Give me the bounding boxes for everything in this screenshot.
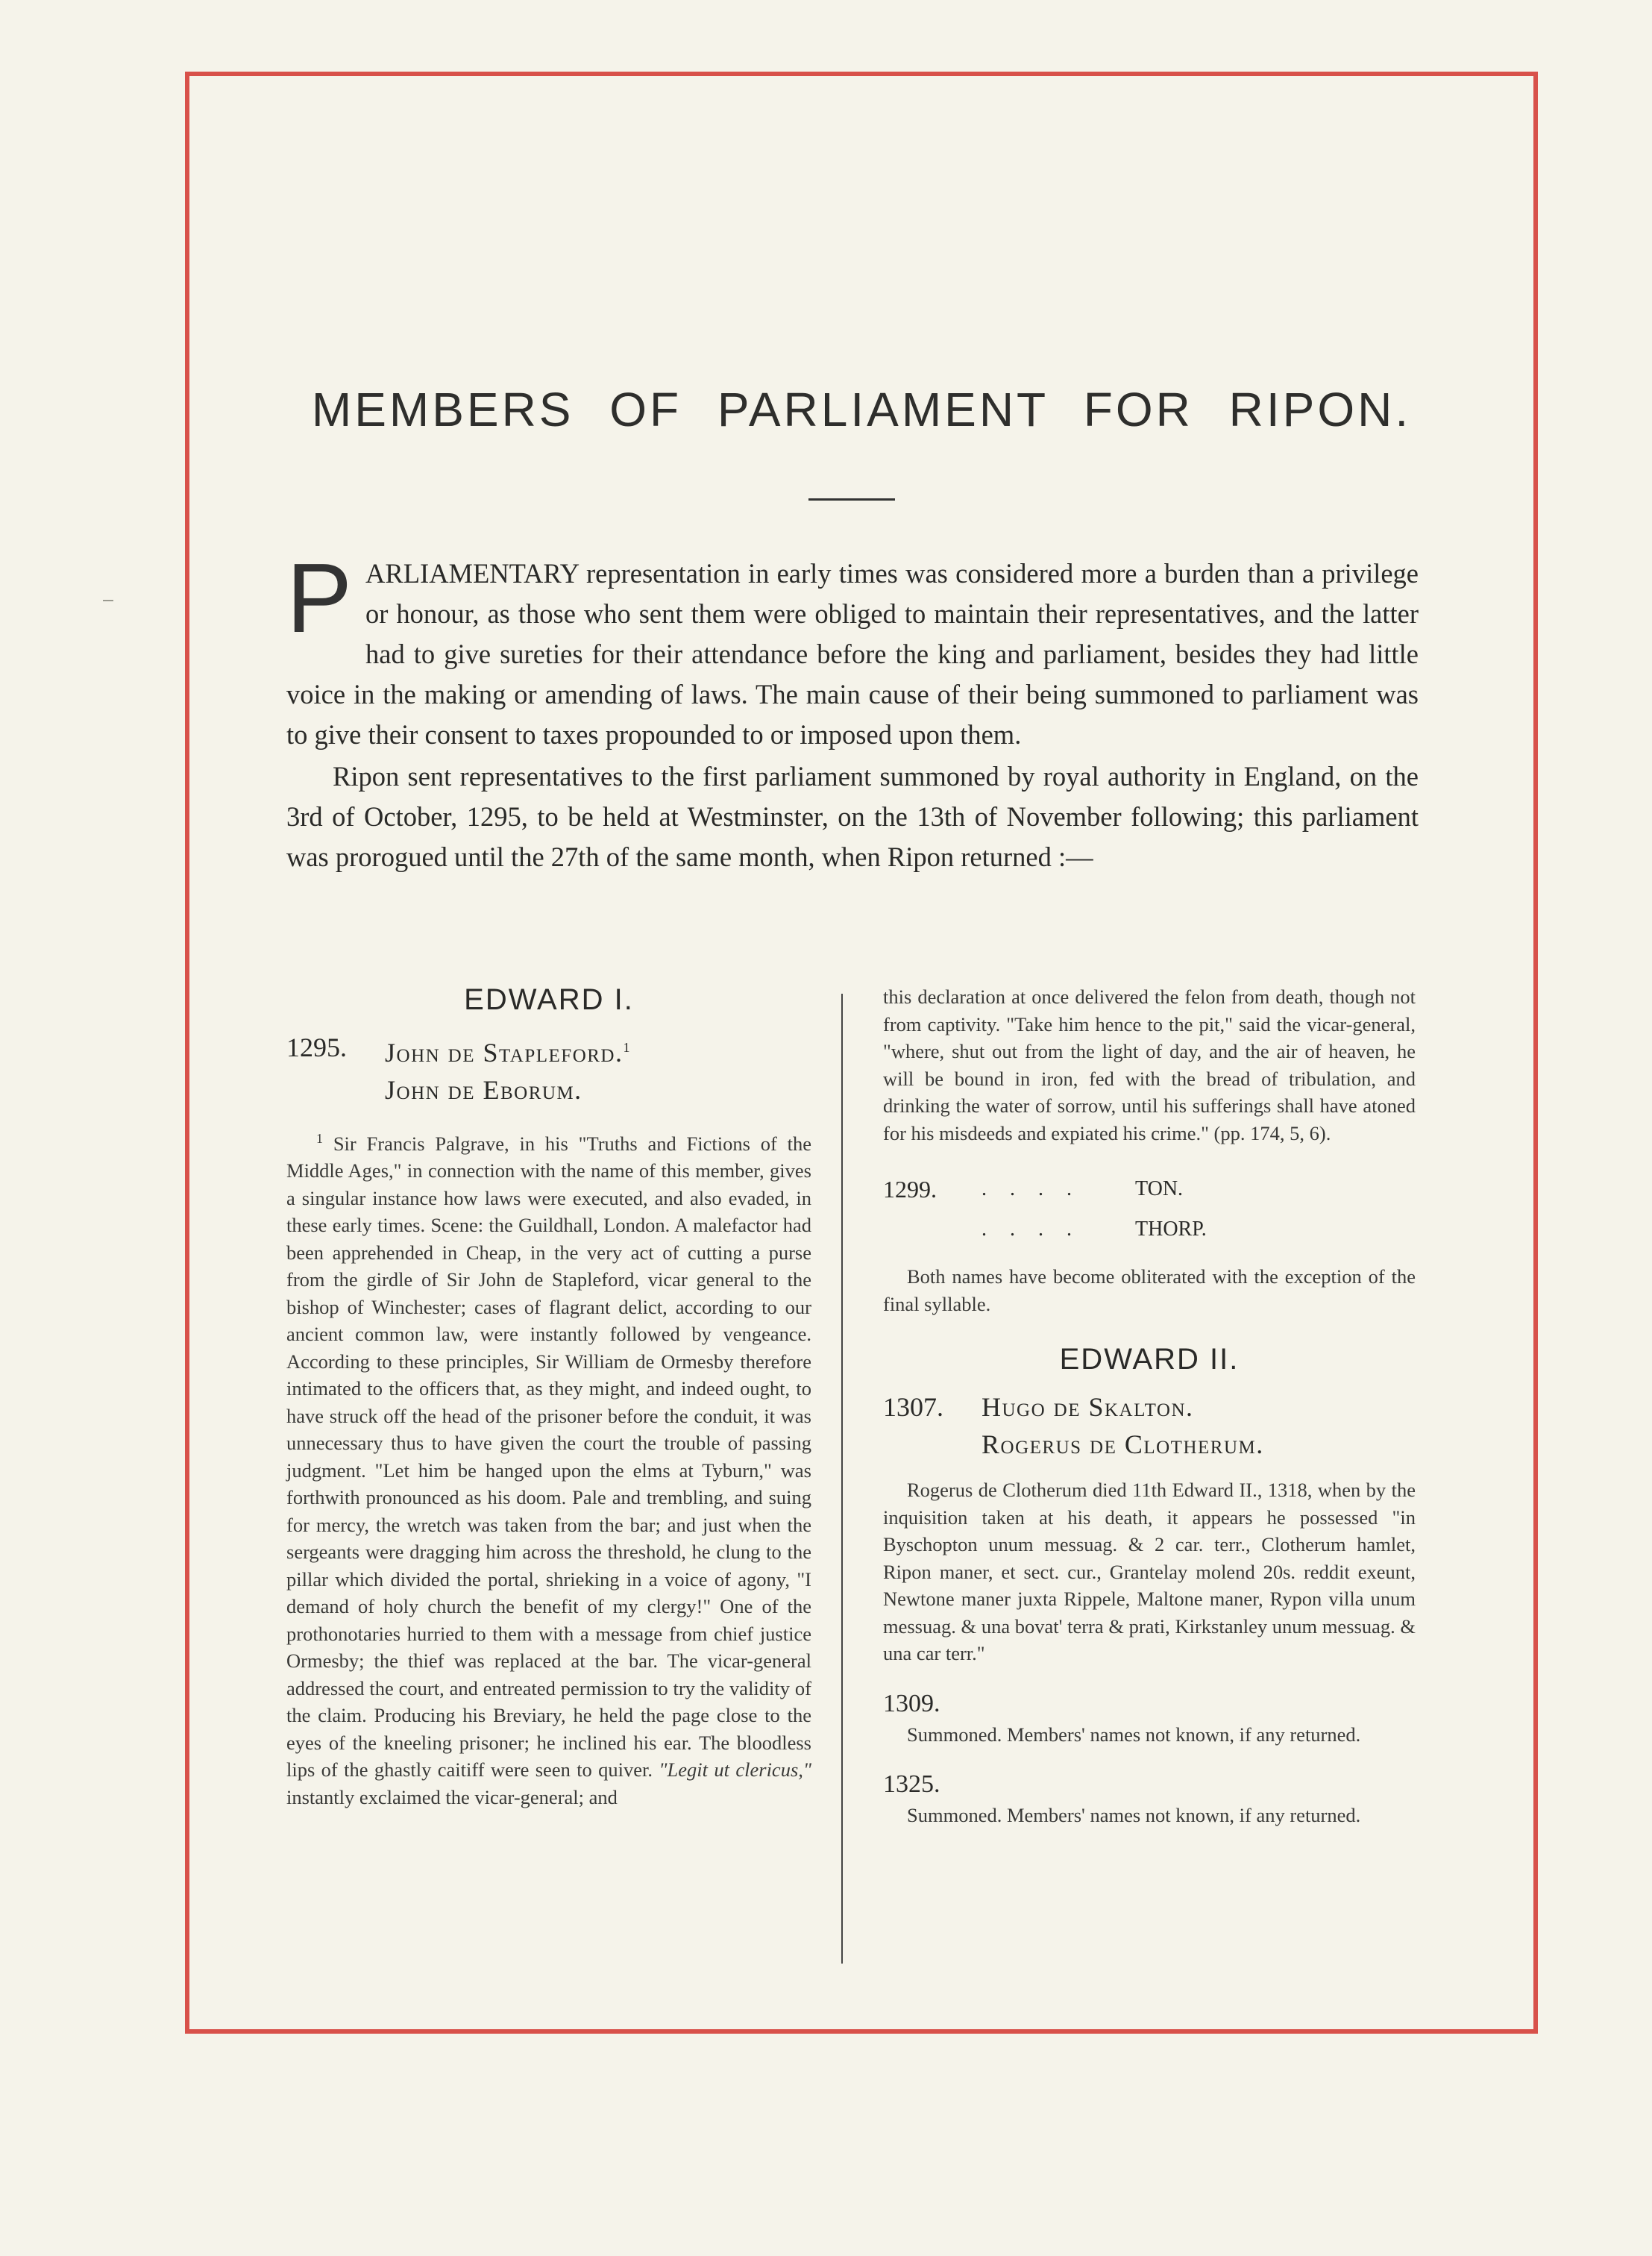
footnote-mark: 1: [316, 1131, 323, 1146]
footnote-end: instantly exclaimed the vicar-general; and: [286, 1785, 618, 1808]
year-1299: 1299.: [883, 1176, 937, 1203]
drop-cap: P: [286, 543, 353, 653]
year-1295: 1295.: [286, 1033, 347, 1062]
summoned-1309: Summoned. Members' names not known, if any returned.: [907, 1723, 1361, 1746]
obliterated-note: Both names have become obliterated with the exception of the final syllable.: [883, 1265, 1416, 1315]
footnote-latin: "Legit ut clericus,": [659, 1758, 812, 1782]
footnote-continuation: this declaration at once delivered the felon from death, though not from captivity. "Take him hence to the pit," said the vicar-general, "where, shut out from the light of day, and the air of heaven, he will be bound in iron, fed with the bread of tribulation, and drinking the water of sorrow, until his sufferings shall have atoned for his misdeeds and expiated his crime." (pp. 174, 5, 6).: [883, 986, 1416, 1144]
intro-paragraph-2: Ripon sent representatives to the first parliament summoned by royal authority in England, on the 3rd of October, 1295, to be held at Westminster, on the 13th of November following; this parliament was prorogued until the 27th of the same month, when Ripon returned :—: [286, 761, 1419, 872]
member-entry-1299-thorp: [883, 1209, 1416, 1250]
member-name-rogerus: Rogerus de Clotherum.: [982, 1429, 1264, 1459]
reign-heading-edward-i: EDWARD I.: [464, 983, 634, 1016]
member-entry-1295: [286, 1029, 811, 1109]
right-column: [883, 983, 1416, 1829]
year-1325: 1325.: [883, 1770, 940, 1798]
column-divider: [841, 994, 843, 1964]
footnote-text: Sir Francis Palgrave, in his "Truths and Fictions of the Middle Ages," in connection with the name of this member, gives a singular instance how laws were executed, and also evaded, in these early times. Scene: the Guildhall, London. A malefactor had been apprehended in Cheap, in the very act of cutting a purse from the girdle of Sir John de Stapleford, vicar general to the bishop of Winchester; cases of flagrant delict, according to our ancient common law, were instantly followed by vengeance. According to these principles, Sir William de Ormesby therefore intimated to the officers that, as they might, and indeed ought, to have struck off the head of the prisoner before the conduit, it was unnecessary thus to have given the court the trouble of passing judgment. "Let him be hanged upon the elms at Tyburn," was forthwith pronounced as his doom. Pale and trembling, and suing for mercy, the wretch was taken from the bar; and just when the sergeants were dragging him across the threshold, he clung to the pillar which divided the portal, shrieking in a voice of agony, "I demand of holy church the benefit of my clergy!" One of the prothonotaries hurried to them with a message from chief justice Ormesby; the thief was replaced at the bar. The vicar-general addressed the court, and entreated permission to try the validity of the claim. Producing his Breviary, he held the page close to the eyes of the kneeling prisoner; he inclined his ear. The bloodless lips of the ghastly caitiff were seen to quiver.: [286, 1132, 812, 1782]
dot-leader: . . . .: [982, 1177, 1081, 1200]
intro-paragraph-1: [286, 543, 1419, 755]
page-title: MEMBERS OF PARLIAMENT FOR RIPON.: [311, 383, 1412, 436]
intro-paragraph-1-text: ARLIAMENTARY representation in early times was considered more a burden than a privilege or honour, as those who sent them were obliged to maintain their representatives, and the latter had to give sureties for their attendance before the king and parliament, besides they had little voice in the making or amending of laws. The main cause of their being summoned to parliament was to give their consent to taxes propounded to or imposed upon them.: [286, 558, 1419, 750]
member-name-stapleford: John de Stapleford.: [385, 1038, 624, 1068]
member-name-hugo: Hugo de Skalton.: [982, 1392, 1194, 1422]
introduction: [286, 543, 1419, 877]
member-name-eborum: John de Eborum.: [385, 1075, 582, 1105]
year-1307: 1307.: [883, 1392, 943, 1422]
member-name: [385, 1029, 631, 1071]
reign-heading-edward-ii: EDWARD II.: [1059, 1343, 1240, 1376]
member-names: [385, 1029, 631, 1109]
member-entry-1299-ton: [883, 1169, 1416, 1209]
title-rule: [808, 498, 895, 501]
scan-mark: [103, 600, 113, 601]
footnote: [286, 1125, 811, 1811]
member-name-thorp: THORP.: [1135, 1218, 1207, 1241]
left-column: [286, 983, 811, 1811]
dot-leader: . . . .: [982, 1218, 1081, 1241]
member-name-ton: TON.: [1135, 1177, 1184, 1200]
rogerus-note: Rogerus de Clotherum died 11th Edward II., 1318, when by the inquisition taken at his death, it appears he possessed "in Byschopton unum messuag. & 2 car. terr., Clotherum hamlet, Ripon maner, et sect. cur., Grantelay molend 20s. reddit exeunt, Newtone maner juxta Rippele, Maltone maner, Rypon villa unum messuag. & una bovat' terra & prati, Kirkstanley unum messuag. & una car terr.": [883, 1479, 1416, 1664]
summoned-1325: Summoned. Members' names not known, if any returned.: [907, 1804, 1361, 1826]
member-names: [982, 1388, 1264, 1463]
member-entry-1307: [883, 1388, 1416, 1463]
footnote-ref: 1: [623, 1040, 631, 1055]
year-1309: 1309.: [883, 1689, 940, 1717]
